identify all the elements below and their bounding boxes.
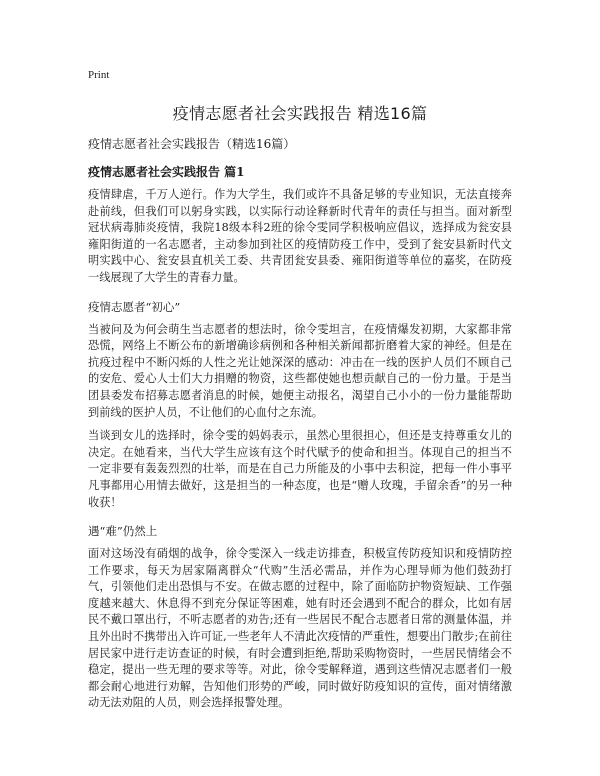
document-title: 疫情志愿者社会实践报告 精选16篇 xyxy=(172,104,428,123)
subheading-facing-difficulty: 遇“难”仍然上 xyxy=(88,524,158,539)
paragraph-intro: 疫情肆虐，千万人逆行。作为大学生，我们或许不具备足够的专业知识，无法直接奔赴前线，但我们可以躬身实践，以实际行动诠释新时代青年的责任与担当。面对新型冠状病毒肺炎疫情，我院18级本科2班的徐令雯同学积极响应倡议，选择成为瓮安县雍阳街道的一名志愿者，主动参加到社区的疫情防疫工作中，受到了瓮安县新时代文明实践中心、瓮安县直机关工委、共青团瓮安县委、雍阳街道等单位的嘉奖，在防疫一线展现了大学生的青春力量。 xyxy=(88,188,512,284)
paragraph-frontline-work: 面对这场没有硝烟的战争，徐令雯深入一线走访排查，积极宣传防疫知识和疫情防控工作要求，每天为居家隔离群众“代购”生活必需品，并作为心理导师为他们鼓劲打气，引领他们走出恐惧与不安。在做志愿的过程中，除了面临防护物资短缺、工作强度越来越大、休息得不到充分保证等困难，她有时还会遇到不配合的群众，比如有居民不戴口罩出行，不听志愿者的劝告;还有一些居民不配合志愿者日常的测量体温，并且外出时不携带出入许可证,一些老年人不清此次疫情的严重性，想要出门散步;在前往居民家中进行走访查证的时候，有时会遭到拒绝,帮助采购物资时，一些居民情绪会不稳定，提出一些无理的要求等等。对此，徐令雯解释道，遇到这些情况志愿者们一般都会耐心地进行劝解，告知他们形势的严峻，同时做好防疫知识的宣传，面对情绪激动无法劝阻的人员，则会选择报警处理。 xyxy=(88,547,512,710)
paragraph-motivation: 当被问及为何会萌生当志愿者的想法时，徐令雯坦言，在疫情爆发初期，大家都非常恐慌，网络上不断公布的新增确诊病例和各种相关新闻都折磨着大家的神经。但是在抗疫过程中不断闪烁的人性之光让她深深的感动：冲击在一线的医护人员们不顾自己的安危、爱心人士们大力捐赠的物资，这些都使她也想贡献自己的一份力量。于是当团县委发布招募志愿者消息的时候，她便主动报名，渴望自己小小的一份力量能帮助到前线的医护人员，不让他们的心血付之东流。 xyxy=(88,322,512,419)
subheading-original-intention: 疫情志愿者“初心” xyxy=(88,299,181,314)
paragraph-mother-support: 当谈到女儿的选择时，徐令雯的妈妈表示，虽然心里很担心，但还是支持尊重女儿的决定。在她看来，当代大学生应该有这个时代赋予的使命和担当。体现自己的担当不一定非要有轰轰烈烈的壮举，而是在自己力所能及的小事中去积淀，把每一件小事平凡事都用心用情去做好，这是担当的一种态度，也是“赠人玫瑰，手留余香”的另一种收获！ xyxy=(88,429,512,509)
document-subtitle: 疫情志愿者社会实践报告（精选16篇） xyxy=(88,137,296,151)
section-heading: 疫情志愿者社会实践报告 篇1 xyxy=(88,165,245,179)
print-link[interactable]: Print xyxy=(88,69,110,81)
